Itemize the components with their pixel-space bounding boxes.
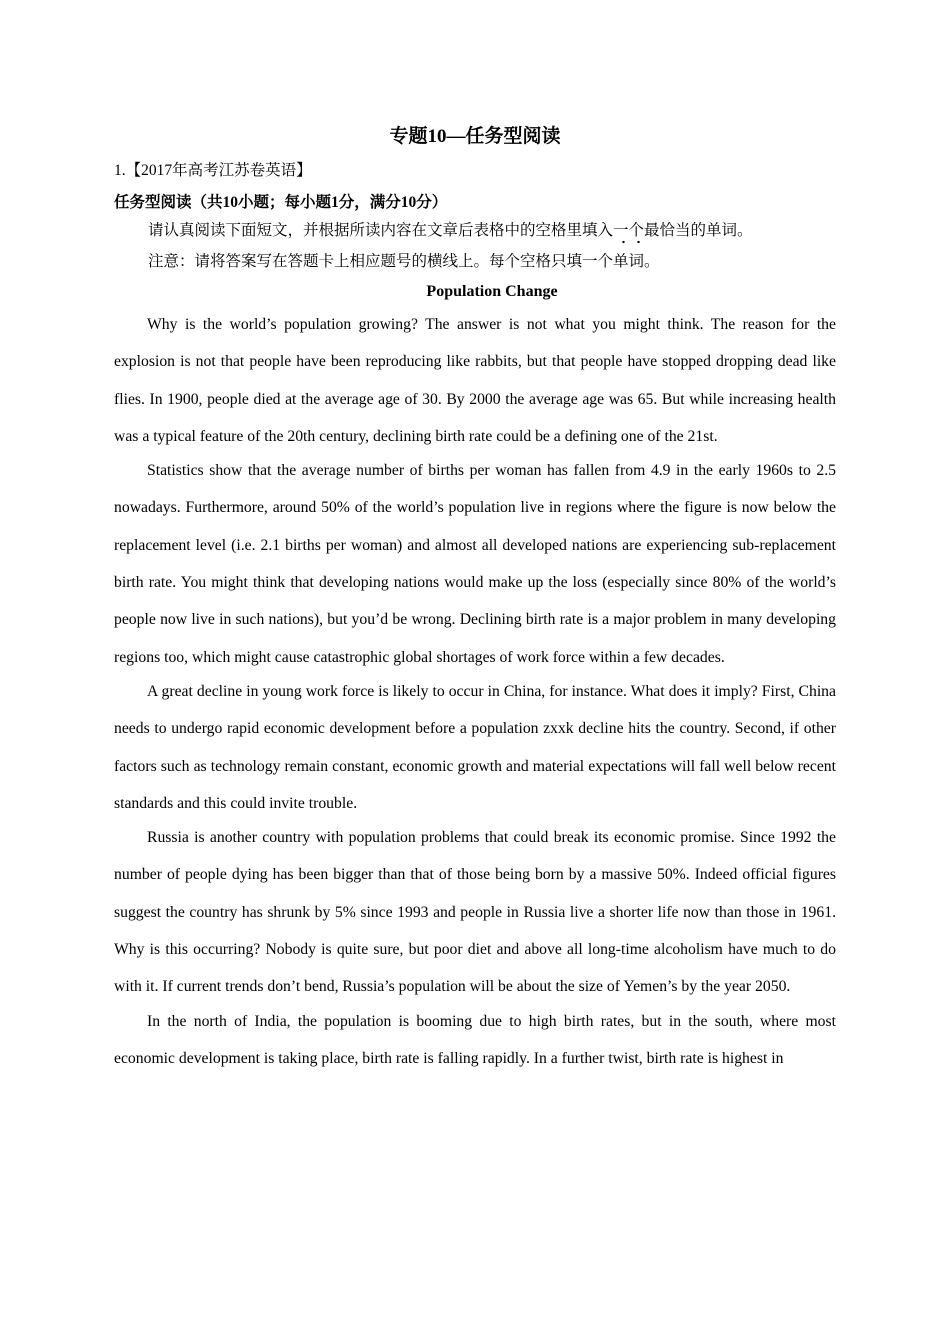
article-title: Population Change [426,283,558,300]
document-title: 专题10—任务型阅读 [389,126,561,147]
question-source: 1.【2017年高考江苏卷英语】 [114,162,312,179]
instruction-text: 请认真阅读下面短文，并根据所读内容在文章后表格中的空格里填入 [148,222,614,239]
instruction-text-end: 最恰当的单词。 [644,222,753,239]
article-paragraph-5: In the north of India, the population is booming due to high birth rates, but in the south, where most economic development is taking place, birth rate is falling rapidly. In a further twist, birth rate is highest in [114,1012,836,1067]
article-paragraph-4: Russia is another country with population problems that could break its economic promise. Since 1992 the number of people dying has been bigger than that of those being born by a massive 50%. Indeed official figures suggest the country has shrunk by 5% since 1993 and people in Russia live a shorter life now than those in 1961. Why is this occurring? Nobody is quite sure, but poor diet and above all long-time alcoholism have much to do with it. If current trends don’t bend, Russia’s population will be about the size of Yemen’s by the year 2050. [114,829,836,996]
article-body [114,306,836,1074]
instruction-emphasis: 一个 [613,222,645,239]
instruction-note: 注意：请将答案写在答题卡上相应题号的横线上。每个空格只填一个单词。 [148,253,660,270]
section-heading: 任务型阅读（共10小题；每小题1分，满分10分） [114,194,448,211]
instruction-line [148,220,870,242]
article-paragraph-3: A great decline in young work force is likely to occur in China, for instance. What does it imply? First, China needs to undergo rapid economic development before a population zxxk decline hits the country. Second, if other factors such as technology remain constant, economic growth and material expectations will fall well below recent standards and this could invite trouble. [114,682,836,812]
article-paragraph-1: Why is the world’s population growing? The answer is not what you might think. The reason for the explosion is not that people have been reproducing like rabbits, but that people have stopped dropping dead like flies. In 1900, people died at the average age of 30. By 2000 the average age was 65. But while increasing health was a typical feature of the 20th century, declining birth rate could be a defining one of the 21st. [114,316,836,445]
article-paragraph-2: Statistics show that the average number of births per woman has fallen from 4.9 in the early 1960s to 2.5 nowadays. Furthermore, around 50% of the world’s population live in regions where the figure is now below the replacement level (i.e. 2.1 births per woman) and almost all developed nations are experiencing sub-replacement birth rate. You might think that developing nations would make up the loss (especially since 80% of the world’s people now live in such nations), but you’d be wrong. Declining birth rate is a major problem in many developing regions too, which might cause catastrophic global shortages of work force within a few decades. [114,462,836,666]
